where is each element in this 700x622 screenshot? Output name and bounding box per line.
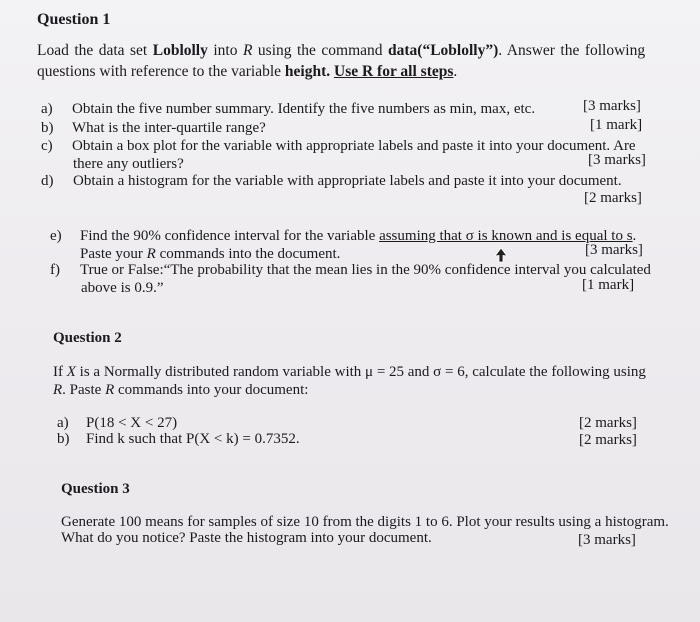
question-1-intro-line-1 — [37, 42, 645, 60]
q3-marks: [3 marks] — [578, 532, 636, 548]
item-e-text-part: commands into the document. — [159, 246, 341, 262]
q2-text-part: commands into your document: — [118, 382, 309, 398]
q2-item-b-marks: [2 marks] — [579, 432, 637, 448]
question-2-intro-line-2 — [53, 382, 308, 399]
question-3-title: Question 3 — [61, 481, 130, 497]
item-e-text-part: Find the 90% confidence interval for the variable — [80, 228, 376, 244]
q1-item-c-text: Obtain a box plot for the variable with appropriate labels and paste it into your document. Are — [72, 138, 636, 154]
q1-item-b-marks: [1 mark] — [590, 117, 643, 133]
q2-item-a-label: a) — [57, 415, 69, 431]
q1-item-d-marks: [2 marks] — [584, 190, 642, 206]
q1-item-f-marks: [1 mark] — [582, 277, 635, 293]
q1-item-b-text: What is the inter-quartile range? — [72, 120, 266, 136]
intro-text: into — [213, 42, 238, 59]
q2-item-a-text: P(18 < X < 27) — [86, 415, 178, 431]
question-2-intro-line-1 — [53, 364, 646, 381]
dataset-name: Loblolly — [152, 42, 208, 59]
r-italic: R — [146, 246, 156, 262]
q1-item-c-text-2: there any outliers? — [73, 156, 184, 172]
question-2-title: Question 2 — [53, 330, 122, 346]
q1-item-a-label: a) — [41, 101, 53, 117]
q1-item-e-text-2 — [80, 246, 340, 263]
q1-item-e-text — [80, 228, 636, 245]
q1-item-e-marks: [3 marks] — [585, 242, 643, 258]
q1-item-f-text-2: above is 0.9.” — [81, 280, 164, 296]
q2-item-b-text: Find k such that P(X < k) = 0.7352. — [86, 431, 300, 447]
q2-item-a-marks: [2 marks] — [579, 415, 637, 431]
q2-item-b-label: b) — [57, 431, 70, 447]
intro-text: using the command — [257, 42, 383, 59]
item-e-text-part: Paste your — [80, 246, 143, 262]
r-italic: R — [242, 42, 253, 59]
q1-item-c-marks: [3 marks] — [588, 152, 646, 168]
variable-name: height. — [284, 63, 331, 80]
r-italic: R — [105, 382, 115, 398]
period: . — [632, 228, 637, 244]
intro-text: Load the data set — [37, 42, 148, 59]
intro-text: questions with reference to the variable — [37, 63, 282, 80]
r-italic: R — [53, 382, 63, 398]
q1-item-f-text: True or False:“The probability that the mean lies in the 90% confidence interval you calculated — [80, 262, 651, 278]
question-3-line-1: Generate 100 means for samples of size 10 from the digits 1 to 6. Plot your results using a histogram. — [61, 514, 669, 530]
q2-text-part: . Paste — [62, 382, 102, 398]
q1-item-c-label: c) — [41, 138, 53, 154]
mouse-pointer-icon — [494, 247, 508, 263]
item-e-underlined-condition: assuming that σ is known and is equal to s — [379, 228, 633, 244]
q2-text-part: is a Normally distributed random variable with μ = 25 and σ = 6, calculate the following using — [79, 364, 646, 380]
q1-item-a-marks: [3 marks] — [583, 98, 641, 114]
q1-item-a-text: Obtain the five number summary. Identify the five numbers as min, max, etc. — [72, 101, 536, 117]
question-1-intro-line-2 — [37, 63, 457, 81]
use-r-instruction: Use R for all steps — [334, 63, 454, 80]
q2-text-part: If — [53, 364, 63, 380]
q1-item-d-text: Obtain a histogram for the variable with appropriate labels and paste it into your document. — [73, 173, 622, 189]
period: . — [453, 63, 458, 80]
q1-item-b-label: b) — [41, 120, 54, 136]
question-1-title: Question 1 — [37, 11, 111, 28]
variable-x: X — [66, 364, 76, 380]
data-command: data(“Loblolly”) — [388, 42, 499, 59]
q1-item-e-label: e) — [50, 228, 62, 244]
question-3-line-2: What do you notice? Paste the histogram into your document. — [61, 530, 432, 546]
q1-item-f-label: f) — [50, 262, 60, 278]
intro-text: . Answer the following — [498, 42, 646, 59]
q1-item-d-label: d) — [41, 173, 54, 189]
